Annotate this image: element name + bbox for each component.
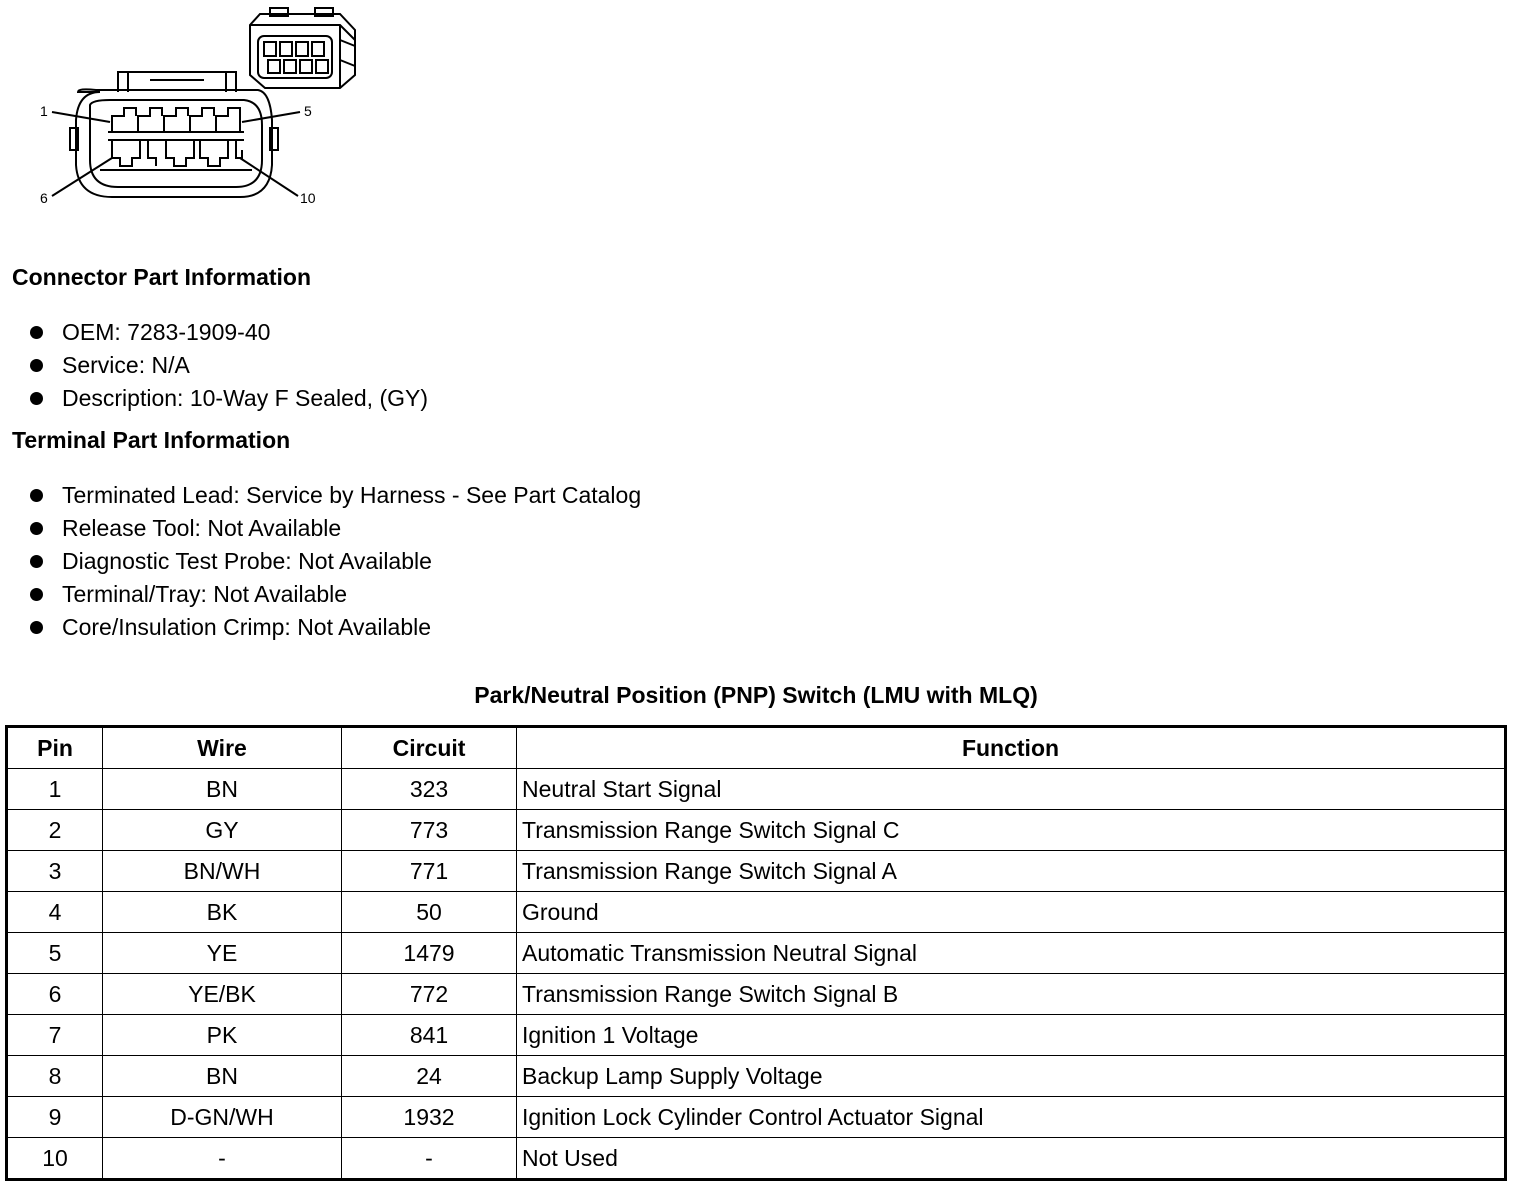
pin-cell: 2 — [7, 810, 103, 851]
bullet-icon — [30, 392, 43, 405]
circuit-cell: - — [342, 1138, 517, 1180]
circuit-cell: 841 — [342, 1015, 517, 1056]
circuit-cell: 1479 — [342, 933, 517, 974]
circuit-cell: 1932 — [342, 1097, 517, 1138]
wire-cell: YE/BK — [103, 974, 342, 1015]
pin-cell: 8 — [7, 1056, 103, 1097]
column-header-pin: Pin — [7, 727, 103, 769]
pin-cell: 7 — [7, 1015, 103, 1056]
list-item: Diagnostic Test Probe: Not Available — [26, 545, 641, 578]
connector-diagram — [30, 0, 370, 215]
column-header-wire: Wire — [103, 727, 342, 769]
table-row — [7, 892, 1506, 933]
list-item: Terminal/Tray: Not Available — [26, 578, 641, 611]
bullet-icon — [30, 621, 43, 634]
pinout-table — [5, 725, 1507, 1181]
column-header-circuit: Circuit — [342, 727, 517, 769]
function-cell: Ground — [517, 892, 1506, 933]
circuit-cell: 771 — [342, 851, 517, 892]
wire-cell: BN/WH — [103, 851, 342, 892]
circuit-cell: 50 — [342, 892, 517, 933]
list-item: Service: N/A — [26, 349, 428, 382]
function-cell: Ignition Lock Cylinder Control Actuator Signal — [517, 1097, 1506, 1138]
table-header-row — [7, 727, 1506, 769]
table-row — [7, 1097, 1506, 1138]
pin-label-5: 5 — [304, 103, 312, 119]
pin-label-10: 10 — [300, 190, 316, 206]
wire-cell: BK — [103, 892, 342, 933]
connector-3d-view-icon — [250, 8, 355, 88]
list-item: Description: 10-Way F Sealed, (GY) — [26, 382, 428, 415]
list-item: OEM: 7283-1909-40 — [26, 316, 428, 349]
circuit-cell: 24 — [342, 1056, 517, 1097]
wire-cell: BN — [103, 769, 342, 810]
table-row — [7, 851, 1506, 892]
connector-info-list — [26, 316, 428, 415]
pin-cell: 4 — [7, 892, 103, 933]
table-row — [7, 1056, 1506, 1097]
pin-label-1: 1 — [40, 103, 48, 119]
wire-cell: D-GN/WH — [103, 1097, 342, 1138]
connector-face-icon — [70, 72, 278, 197]
table-row — [7, 1138, 1506, 1180]
function-cell: Automatic Transmission Neutral Signal — [517, 933, 1506, 974]
pin-cell: 6 — [7, 974, 103, 1015]
column-header-function: Function — [517, 727, 1506, 769]
table-row — [7, 1015, 1506, 1056]
function-cell: Ignition 1 Voltage — [517, 1015, 1506, 1056]
table-title: Park/Neutral Position (PNP) Switch (LMU with MLQ) — [474, 682, 1038, 708]
bullet-icon — [30, 359, 43, 372]
terminal-info-heading: Terminal Part Information — [12, 427, 291, 453]
table-row — [7, 769, 1506, 810]
function-cell: Backup Lamp Supply Voltage — [517, 1056, 1506, 1097]
table-row — [7, 974, 1506, 1015]
function-cell: Neutral Start Signal — [517, 769, 1506, 810]
list-item: Core/Insulation Crimp: Not Available — [26, 611, 641, 644]
pin-label-6: 6 — [40, 190, 48, 206]
wire-cell: BN — [103, 1056, 342, 1097]
pin-cell: 10 — [7, 1138, 103, 1180]
wire-cell: YE — [103, 933, 342, 974]
function-cell: Not Used — [517, 1138, 1506, 1180]
bullet-icon — [30, 588, 43, 601]
bullet-icon — [30, 326, 43, 339]
circuit-cell: 773 — [342, 810, 517, 851]
function-cell: Transmission Range Switch Signal B — [517, 974, 1506, 1015]
wire-cell: GY — [103, 810, 342, 851]
bullet-icon — [30, 489, 43, 502]
circuit-cell: 323 — [342, 769, 517, 810]
pin-cell: 5 — [7, 933, 103, 974]
pin-cell: 9 — [7, 1097, 103, 1138]
connector-info-heading: Connector Part Information — [12, 264, 312, 290]
table-row — [7, 933, 1506, 974]
list-item: Release Tool: Not Available — [26, 512, 641, 545]
pin-cell: 3 — [7, 851, 103, 892]
bullet-icon — [30, 522, 43, 535]
table-row — [7, 810, 1506, 851]
terminal-info-list — [26, 479, 641, 644]
list-item: Terminated Lead: Service by Harness - See Part Catalog — [26, 479, 641, 512]
function-cell: Transmission Range Switch Signal A — [517, 851, 1506, 892]
pin-cell: 1 — [7, 769, 103, 810]
function-cell: Transmission Range Switch Signal C — [517, 810, 1506, 851]
wire-cell: PK — [103, 1015, 342, 1056]
wire-cell: - — [103, 1138, 342, 1180]
circuit-cell: 772 — [342, 974, 517, 1015]
bullet-icon — [30, 555, 43, 568]
